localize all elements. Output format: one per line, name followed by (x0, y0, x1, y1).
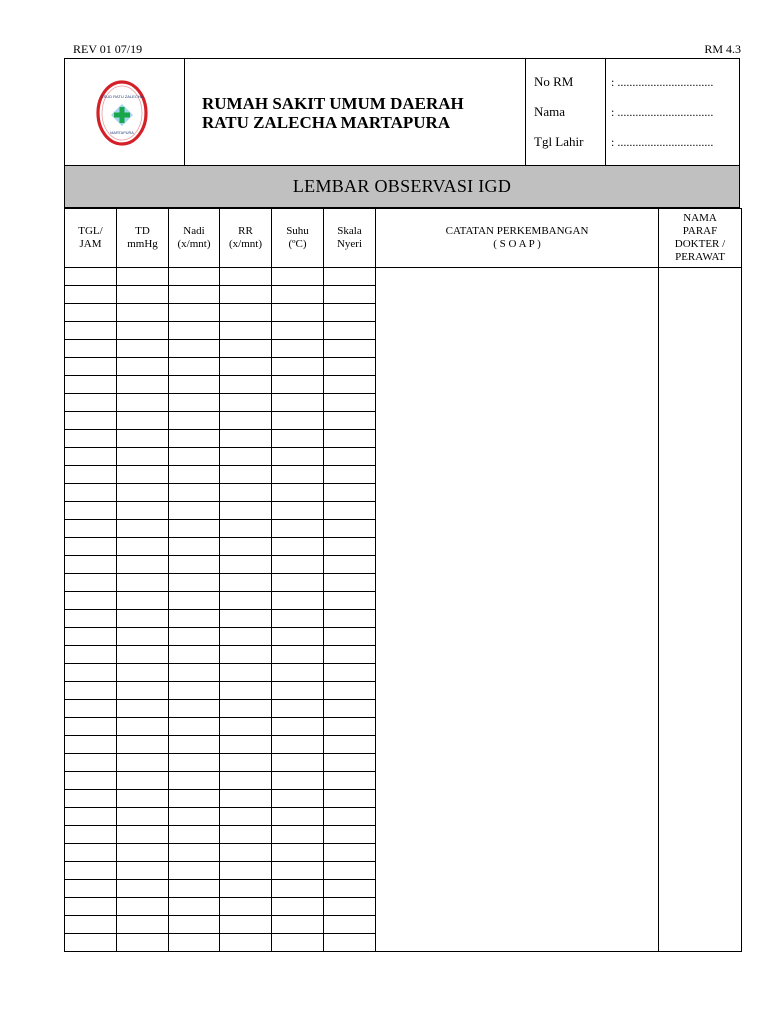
cell-skala-nyeri[interactable] (324, 862, 376, 880)
cell-tgl-jam[interactable] (65, 880, 117, 898)
cell-rr[interactable] (220, 718, 272, 736)
cell-skala-nyeri[interactable] (324, 448, 376, 466)
cell-td[interactable] (117, 484, 169, 502)
cell-nadi[interactable] (169, 718, 220, 736)
cell-skala-nyeri[interactable] (324, 808, 376, 826)
cell-suhu[interactable] (272, 286, 324, 304)
cell-tgl-jam[interactable] (65, 934, 117, 952)
cell-suhu[interactable] (272, 736, 324, 754)
cell-td[interactable] (117, 520, 169, 538)
cell-td[interactable] (117, 862, 169, 880)
cell-nadi[interactable] (169, 340, 220, 358)
cell-rr[interactable] (220, 646, 272, 664)
cell-td[interactable] (117, 556, 169, 574)
cell-rr[interactable] (220, 754, 272, 772)
cell-td[interactable] (117, 898, 169, 916)
cell-rr[interactable] (220, 700, 272, 718)
cell-suhu[interactable] (272, 592, 324, 610)
cell-nadi[interactable] (169, 412, 220, 430)
table-header-row (65, 209, 742, 268)
cell-tgl-jam[interactable] (65, 682, 117, 700)
svg-text:MARTAPURA: MARTAPURA (110, 131, 134, 135)
cell-suhu[interactable] (272, 682, 324, 700)
cell-suhu[interactable] (272, 916, 324, 934)
cell-skala-nyeri[interactable] (324, 556, 376, 574)
cell-skala-nyeri[interactable] (324, 898, 376, 916)
cell-tgl-jam[interactable] (65, 268, 117, 286)
cell-rr[interactable] (220, 484, 272, 502)
cell-suhu[interactable] (272, 538, 324, 556)
cell-skala-nyeri[interactable] (324, 286, 376, 304)
col-header-suhu: Suhu (ºC) (272, 209, 324, 268)
cell-tgl-jam[interactable] (65, 556, 117, 574)
col-header-skala-nyeri: Skala Nyeri (324, 209, 376, 268)
col-header-tgl-jam: TGL/ JAM (65, 209, 117, 268)
cell-suhu[interactable] (272, 610, 324, 628)
cell-tgl-jam[interactable] (65, 358, 117, 376)
cell-skala-nyeri[interactable] (324, 376, 376, 394)
cell-nadi[interactable] (169, 376, 220, 394)
cell-suhu[interactable] (272, 808, 324, 826)
cell-nadi[interactable] (169, 862, 220, 880)
cell-td[interactable] (117, 322, 169, 340)
cell-nadi[interactable] (169, 844, 220, 862)
cell-suhu[interactable] (272, 862, 324, 880)
cell-tgl-jam[interactable] (65, 430, 117, 448)
cell-skala-nyeri[interactable] (324, 394, 376, 412)
cell-td[interactable] (117, 682, 169, 700)
cell-rr[interactable] (220, 898, 272, 916)
form-title-banner: LEMBAR OBSERVASI IGD (64, 166, 740, 208)
cell-td[interactable] (117, 502, 169, 520)
cell-skala-nyeri[interactable] (324, 682, 376, 700)
cell-nadi[interactable] (169, 520, 220, 538)
cell-td[interactable] (117, 268, 169, 286)
cell-tgl-jam[interactable] (65, 286, 117, 304)
cell-tgl-jam[interactable] (65, 628, 117, 646)
cell-nadi[interactable] (169, 826, 220, 844)
cell-rr[interactable] (220, 448, 272, 466)
cell-skala-nyeri[interactable] (324, 322, 376, 340)
cell-nadi[interactable] (169, 682, 220, 700)
cell-suhu[interactable] (272, 646, 324, 664)
cell-skala-nyeri[interactable] (324, 916, 376, 934)
cell-suhu[interactable] (272, 826, 324, 844)
cell-tgl-jam[interactable] (65, 916, 117, 934)
cell-nadi[interactable] (169, 790, 220, 808)
cell-suhu[interactable] (272, 394, 324, 412)
cell-suhu[interactable] (272, 790, 324, 808)
observation-table-body (65, 268, 742, 952)
cell-skala-nyeri[interactable] (324, 790, 376, 808)
cell-tgl-jam[interactable] (65, 394, 117, 412)
cell-skala-nyeri[interactable] (324, 934, 376, 952)
observation-table (64, 208, 742, 952)
cell-skala-nyeri[interactable] (324, 592, 376, 610)
cell-nadi[interactable] (169, 574, 220, 592)
cell-suhu[interactable] (272, 448, 324, 466)
cell-td[interactable] (117, 592, 169, 610)
cell-skala-nyeri[interactable] (324, 538, 376, 556)
cell-tgl-jam[interactable] (65, 610, 117, 628)
cell-tgl-jam[interactable] (65, 790, 117, 808)
no-rm-field[interactable]: : ................................ (611, 75, 714, 89)
cell-rr[interactable] (220, 736, 272, 754)
cell-tgl-jam[interactable] (65, 538, 117, 556)
cell-nadi[interactable] (169, 286, 220, 304)
cell-suhu[interactable] (272, 700, 324, 718)
col-header-nadi: Nadi (x/mnt) (169, 209, 220, 268)
col-header-nama-paraf: NAMA PARAF DOKTER / PERAWAT (659, 209, 742, 268)
cell-td[interactable] (117, 664, 169, 682)
cell-suhu[interactable] (272, 664, 324, 682)
cell-nadi[interactable] (169, 448, 220, 466)
cell-rr[interactable] (220, 268, 272, 286)
svg-text:RSUD RATU ZALECHA: RSUD RATU ZALECHA (100, 94, 144, 99)
cell-skala-nyeri[interactable] (324, 826, 376, 844)
hospital-logo (95, 79, 149, 147)
cell-rr[interactable] (220, 628, 272, 646)
cell-nadi[interactable] (169, 556, 220, 574)
cell-tgl-jam[interactable] (65, 754, 117, 772)
cell-td[interactable] (117, 826, 169, 844)
cell-rr[interactable] (220, 574, 272, 592)
cell-suhu[interactable] (272, 466, 324, 484)
cell-suhu[interactable] (272, 358, 324, 376)
cell-rr[interactable] (220, 682, 272, 700)
cell-skala-nyeri[interactable] (324, 574, 376, 592)
cell-td[interactable] (117, 754, 169, 772)
soap-notes-cell[interactable] (376, 268, 659, 952)
cell-skala-nyeri[interactable] (324, 502, 376, 520)
signature-cell[interactable] (659, 268, 742, 952)
cell-td[interactable] (117, 790, 169, 808)
cell-td[interactable] (117, 304, 169, 322)
cell-suhu[interactable] (272, 628, 324, 646)
cell-tgl-jam[interactable] (65, 502, 117, 520)
cell-suhu[interactable] (272, 844, 324, 862)
cell-suhu[interactable] (272, 934, 324, 952)
cell-suhu[interactable] (272, 484, 324, 502)
cell-tgl-jam[interactable] (65, 736, 117, 754)
hospital-name-line1: RUMAH SAKIT UMUM DAERAH (202, 94, 464, 113)
cell-td[interactable] (117, 736, 169, 754)
cell-nadi[interactable] (169, 646, 220, 664)
cell-skala-nyeri[interactable] (324, 520, 376, 538)
cell-rr[interactable] (220, 340, 272, 358)
cell-nadi[interactable] (169, 772, 220, 790)
cell-suhu[interactable] (272, 718, 324, 736)
cell-suhu[interactable] (272, 520, 324, 538)
cell-suhu[interactable] (272, 754, 324, 772)
cell-skala-nyeri[interactable] (324, 340, 376, 358)
cell-skala-nyeri[interactable] (324, 664, 376, 682)
cell-nadi[interactable] (169, 700, 220, 718)
patient-id-values (605, 59, 739, 165)
cell-skala-nyeri[interactable] (324, 358, 376, 376)
cell-td[interactable] (117, 430, 169, 448)
cell-suhu[interactable] (272, 502, 324, 520)
cell-tgl-jam[interactable] (65, 718, 117, 736)
cell-rr[interactable] (220, 664, 272, 682)
cell-rr[interactable] (220, 304, 272, 322)
cell-rr[interactable] (220, 502, 272, 520)
cell-td[interactable] (117, 538, 169, 556)
cell-nadi[interactable] (169, 610, 220, 628)
cell-nadi[interactable] (169, 502, 220, 520)
cell-suhu[interactable] (272, 268, 324, 286)
cell-nadi[interactable] (169, 304, 220, 322)
cell-skala-nyeri[interactable] (324, 844, 376, 862)
hospital-name (202, 94, 464, 132)
cell-suhu[interactable] (272, 412, 324, 430)
tgl-lahir-label: Tgl Lahir (534, 134, 584, 149)
cell-rr[interactable] (220, 556, 272, 574)
cell-tgl-jam[interactable] (65, 322, 117, 340)
table-row (65, 268, 742, 286)
cell-skala-nyeri[interactable] (324, 754, 376, 772)
cell-nadi[interactable] (169, 538, 220, 556)
cell-td[interactable] (117, 610, 169, 628)
cell-tgl-jam[interactable] (65, 898, 117, 916)
cell-rr[interactable] (220, 772, 272, 790)
cell-skala-nyeri[interactable] (324, 628, 376, 646)
cell-nadi[interactable] (169, 394, 220, 412)
cell-nadi[interactable] (169, 466, 220, 484)
cell-rr[interactable] (220, 394, 272, 412)
cell-tgl-jam[interactable] (65, 844, 117, 862)
cell-td[interactable] (117, 934, 169, 952)
col-header-catatan-soap: CATATAN PERKEMBANGAN ( S O A P ) (376, 209, 659, 268)
cell-rr[interactable] (220, 466, 272, 484)
nama-field[interactable]: : ................................ (611, 105, 714, 119)
cell-nadi[interactable] (169, 592, 220, 610)
cell-nadi[interactable] (169, 268, 220, 286)
tgl-lahir-field[interactable]: : ................................ (611, 135, 714, 149)
cell-rr[interactable] (220, 520, 272, 538)
document-header (64, 58, 740, 166)
revision-label: REV 01 07/19 (73, 42, 143, 56)
cell-suhu[interactable] (272, 898, 324, 916)
cell-td[interactable] (117, 880, 169, 898)
cell-skala-nyeri[interactable] (324, 646, 376, 664)
cell-suhu[interactable] (272, 772, 324, 790)
nama-label: Nama (534, 104, 566, 119)
cell-nadi[interactable] (169, 664, 220, 682)
patient-id-labels (525, 59, 606, 165)
cell-rr[interactable] (220, 322, 272, 340)
cell-skala-nyeri[interactable] (324, 772, 376, 790)
cell-skala-nyeri[interactable] (324, 304, 376, 322)
cell-nadi[interactable] (169, 754, 220, 772)
cell-rr[interactable] (220, 880, 272, 898)
cell-tgl-jam[interactable] (65, 466, 117, 484)
cell-td[interactable] (117, 466, 169, 484)
cell-nadi[interactable] (169, 736, 220, 754)
cell-tgl-jam[interactable] (65, 520, 117, 538)
cell-nadi[interactable] (169, 934, 220, 952)
cell-rr[interactable] (220, 844, 272, 862)
cell-td[interactable] (117, 916, 169, 934)
cell-nadi[interactable] (169, 484, 220, 502)
cell-nadi[interactable] (169, 880, 220, 898)
cell-skala-nyeri[interactable] (324, 736, 376, 754)
cell-rr[interactable] (220, 412, 272, 430)
cell-skala-nyeri[interactable] (324, 880, 376, 898)
cell-rr[interactable] (220, 610, 272, 628)
cell-td[interactable] (117, 718, 169, 736)
cell-tgl-jam[interactable] (65, 484, 117, 502)
cell-tgl-jam[interactable] (65, 592, 117, 610)
cell-td[interactable] (117, 394, 169, 412)
cell-skala-nyeri[interactable] (324, 610, 376, 628)
cell-skala-nyeri[interactable] (324, 268, 376, 286)
cell-tgl-jam[interactable] (65, 448, 117, 466)
col-header-td: TD mmHg (117, 209, 169, 268)
cell-tgl-jam[interactable] (65, 646, 117, 664)
cell-suhu[interactable] (272, 574, 324, 592)
cell-nadi[interactable] (169, 322, 220, 340)
cell-suhu[interactable] (272, 304, 324, 322)
cell-tgl-jam[interactable] (65, 412, 117, 430)
cell-tgl-jam[interactable] (65, 826, 117, 844)
cell-td[interactable] (117, 772, 169, 790)
cell-skala-nyeri[interactable] (324, 430, 376, 448)
hospital-name-line2: RATU ZALECHA MARTAPURA (202, 113, 451, 132)
col-header-rr: RR (x/mnt) (220, 209, 272, 268)
form-code-label: RM 4.3 (704, 42, 741, 56)
cell-rr[interactable] (220, 538, 272, 556)
cell-suhu[interactable] (272, 430, 324, 448)
cell-td[interactable] (117, 646, 169, 664)
hospital-title-cell (184, 59, 525, 165)
cell-td[interactable] (117, 844, 169, 862)
cell-skala-nyeri[interactable] (324, 718, 376, 736)
logo-cell (65, 59, 185, 165)
cell-td[interactable] (117, 286, 169, 304)
cell-skala-nyeri[interactable] (324, 484, 376, 502)
cell-td[interactable] (117, 358, 169, 376)
cell-suhu[interactable] (272, 556, 324, 574)
cell-tgl-jam[interactable] (65, 376, 117, 394)
cell-rr[interactable] (220, 376, 272, 394)
cell-td[interactable] (117, 700, 169, 718)
cell-tgl-jam[interactable] (65, 808, 117, 826)
cell-rr[interactable] (220, 358, 272, 376)
cell-rr[interactable] (220, 916, 272, 934)
cell-skala-nyeri[interactable] (324, 466, 376, 484)
cell-tgl-jam[interactable] (65, 304, 117, 322)
cell-rr[interactable] (220, 862, 272, 880)
cell-td[interactable] (117, 340, 169, 358)
cell-nadi[interactable] (169, 358, 220, 376)
cell-tgl-jam[interactable] (65, 574, 117, 592)
cell-suhu[interactable] (272, 376, 324, 394)
cell-rr[interactable] (220, 808, 272, 826)
cell-rr[interactable] (220, 286, 272, 304)
cell-tgl-jam[interactable] (65, 340, 117, 358)
cell-nadi[interactable] (169, 430, 220, 448)
cell-td[interactable] (117, 376, 169, 394)
cell-suhu[interactable] (272, 322, 324, 340)
cell-td[interactable] (117, 808, 169, 826)
cell-td[interactable] (117, 448, 169, 466)
cell-skala-nyeri[interactable] (324, 700, 376, 718)
cell-suhu[interactable] (272, 880, 324, 898)
cell-nadi[interactable] (169, 808, 220, 826)
cell-rr[interactable] (220, 430, 272, 448)
cell-td[interactable] (117, 412, 169, 430)
cell-tgl-jam[interactable] (65, 862, 117, 880)
cell-rr[interactable] (220, 934, 272, 952)
cell-tgl-jam[interactable] (65, 664, 117, 682)
no-rm-label: No RM (534, 74, 574, 89)
cell-nadi[interactable] (169, 628, 220, 646)
cell-td[interactable] (117, 574, 169, 592)
cell-tgl-jam[interactable] (65, 772, 117, 790)
cell-tgl-jam[interactable] (65, 700, 117, 718)
cell-nadi[interactable] (169, 898, 220, 916)
cell-rr[interactable] (220, 790, 272, 808)
cell-skala-nyeri[interactable] (324, 412, 376, 430)
cell-td[interactable] (117, 628, 169, 646)
cell-rr[interactable] (220, 826, 272, 844)
cell-nadi[interactable] (169, 916, 220, 934)
cell-suhu[interactable] (272, 340, 324, 358)
cell-rr[interactable] (220, 592, 272, 610)
